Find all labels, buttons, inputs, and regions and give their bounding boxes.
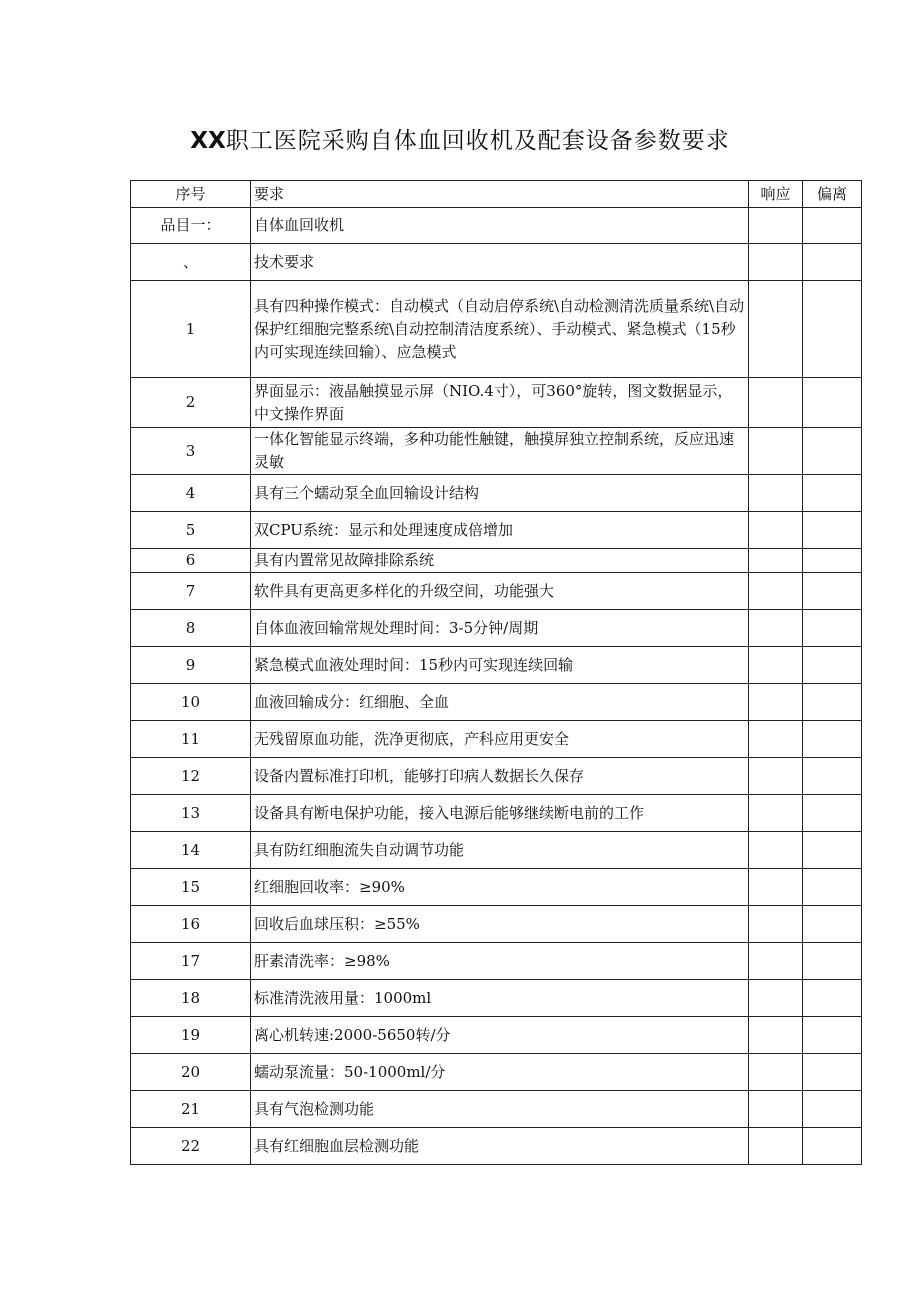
row-requirement: 蠕动泵流量：50-1000ml/分	[251, 1054, 749, 1091]
row-response-cell	[749, 758, 803, 795]
row-seq: 3	[131, 428, 251, 475]
row-seq: 13	[131, 795, 251, 832]
row-seq: 9	[131, 647, 251, 684]
row-response-cell	[749, 573, 803, 610]
row-requirement: 标准清洗液用量：1000ml	[251, 980, 749, 1017]
row-deviation-cell	[803, 512, 862, 549]
item-deviation-cell	[803, 208, 862, 244]
row-requirement: 离心机转速:2000-5650转/分	[251, 1017, 749, 1054]
table-row	[131, 378, 862, 428]
table-row	[131, 1091, 862, 1128]
row-deviation-cell	[803, 281, 862, 378]
row-requirement: 具有三个蠕动泵全血回输设计结构	[251, 475, 749, 512]
row-requirement: 血液回输成分：红细胞、全血	[251, 684, 749, 721]
table-row	[131, 943, 862, 980]
row-seq: 17	[131, 943, 251, 980]
table-row	[131, 475, 862, 512]
table-row	[131, 281, 862, 378]
row-deviation-cell	[803, 573, 862, 610]
row-requirement: 双CPU系统：显示和处理速度成倍增加	[251, 512, 749, 549]
row-response-cell	[749, 795, 803, 832]
row-deviation-cell	[803, 549, 862, 573]
row-deviation-cell	[803, 1091, 862, 1128]
row-deviation-cell	[803, 378, 862, 428]
section-row	[131, 244, 862, 281]
row-response-cell	[749, 610, 803, 647]
row-seq: 5	[131, 512, 251, 549]
spec-table	[130, 180, 862, 1165]
row-requirement: 具有气泡检测功能	[251, 1091, 749, 1128]
row-response-cell	[749, 1054, 803, 1091]
title-prefix: XX	[190, 128, 226, 154]
row-requirement: 软件具有更高更多样化的升级空间，功能强大	[251, 573, 749, 610]
row-seq: 11	[131, 721, 251, 758]
row-seq: 2	[131, 378, 251, 428]
row-requirement: 具有内置常见故障排除系统	[251, 549, 749, 573]
row-seq: 12	[131, 758, 251, 795]
table-row	[131, 573, 862, 610]
row-seq: 21	[131, 1091, 251, 1128]
row-response-cell	[749, 1091, 803, 1128]
table-row	[131, 1017, 862, 1054]
row-deviation-cell	[803, 1128, 862, 1165]
header-row	[131, 181, 862, 208]
row-deviation-cell	[803, 758, 862, 795]
table-row	[131, 721, 862, 758]
row-response-cell	[749, 378, 803, 428]
title-text: 职工医院采购自体血回收机及配套设备参数要求	[225, 128, 730, 154]
header-response: 响应	[749, 181, 803, 208]
table-row	[131, 906, 862, 943]
row-deviation-cell	[803, 1054, 862, 1091]
row-requirement: 自体血液回输常规处理时间：3-5分钟/周期	[251, 610, 749, 647]
row-response-cell	[749, 943, 803, 980]
row-requirement: 具有红细胞血层检测功能	[251, 1128, 749, 1165]
row-seq: 4	[131, 475, 251, 512]
item-seq: 品目一：	[131, 208, 251, 244]
row-seq: 6	[131, 549, 251, 573]
section-deviation-cell	[803, 244, 862, 281]
row-deviation-cell	[803, 943, 862, 980]
row-seq: 1	[131, 281, 251, 378]
table-row	[131, 684, 862, 721]
row-deviation-cell	[803, 647, 862, 684]
item-response-cell	[749, 208, 803, 244]
row-seq: 19	[131, 1017, 251, 1054]
row-response-cell	[749, 475, 803, 512]
table-row	[131, 549, 862, 573]
row-response-cell	[749, 281, 803, 378]
section-title: 技术要求	[251, 244, 749, 281]
row-response-cell	[749, 869, 803, 906]
row-requirement: 界面显示：液晶触摸显示屏（NIO.4寸），可360°旋转，图文数据显示，中文操作界面	[251, 378, 749, 428]
row-seq: 10	[131, 684, 251, 721]
table-row	[131, 869, 862, 906]
table-row	[131, 980, 862, 1017]
row-response-cell	[749, 428, 803, 475]
section-seq: 、	[131, 244, 251, 281]
row-response-cell	[749, 1017, 803, 1054]
row-deviation-cell	[803, 684, 862, 721]
row-deviation-cell	[803, 906, 862, 943]
header-seq: 序号	[131, 181, 251, 208]
row-requirement: 回收后血球压积：≥55%	[251, 906, 749, 943]
row-deviation-cell	[803, 428, 862, 475]
row-response-cell	[749, 980, 803, 1017]
table-row	[131, 795, 862, 832]
row-deviation-cell	[803, 869, 862, 906]
row-requirement: 设备内置标准打印机，能够打印病人数据长久保存	[251, 758, 749, 795]
table-row	[131, 647, 862, 684]
item-name: 自体血回收机	[251, 208, 749, 244]
row-seq: 14	[131, 832, 251, 869]
row-seq: 18	[131, 980, 251, 1017]
row-response-cell	[749, 1128, 803, 1165]
row-seq: 20	[131, 1054, 251, 1091]
row-requirement: 具有四种操作模式：自动模式（自动启停系统\自动检测清洗质量系统\自动保护红细胞完整系统\自动控制清洁度系统）、手动模式、紧急模式（15秒内可实现连续回输）、应急模式	[251, 281, 749, 378]
table-row	[131, 758, 862, 795]
row-deviation-cell	[803, 1017, 862, 1054]
row-requirement: 一体化智能显示终端，多种功能性触键，触摸屏独立控制系统，反应迅速灵敏	[251, 428, 749, 475]
row-requirement: 设备具有断电保护功能，接入电源后能够继续断电前的工作	[251, 795, 749, 832]
row-deviation-cell	[803, 980, 862, 1017]
header-deviation: 偏离	[803, 181, 862, 208]
row-seq: 7	[131, 573, 251, 610]
row-response-cell	[749, 549, 803, 573]
document-title	[0, 122, 920, 155]
row-seq: 16	[131, 906, 251, 943]
header-requirement: 要求	[251, 181, 749, 208]
row-response-cell	[749, 512, 803, 549]
row-deviation-cell	[803, 721, 862, 758]
section-response-cell	[749, 244, 803, 281]
table-row	[131, 832, 862, 869]
row-requirement: 具有防红细胞流失自动调节功能	[251, 832, 749, 869]
row-deviation-cell	[803, 475, 862, 512]
table-row	[131, 428, 862, 475]
item-row	[131, 208, 862, 244]
row-seq: 15	[131, 869, 251, 906]
table-row	[131, 1054, 862, 1091]
table-row	[131, 512, 862, 549]
row-seq: 8	[131, 610, 251, 647]
row-requirement: 肝素清洗率：≥98%	[251, 943, 749, 980]
row-seq: 22	[131, 1128, 251, 1165]
table-row	[131, 1128, 862, 1165]
row-deviation-cell	[803, 610, 862, 647]
row-response-cell	[749, 906, 803, 943]
row-response-cell	[749, 721, 803, 758]
row-deviation-cell	[803, 832, 862, 869]
row-response-cell	[749, 647, 803, 684]
row-requirement: 无残留原血功能，洗净更彻底，产科应用更安全	[251, 721, 749, 758]
row-response-cell	[749, 832, 803, 869]
row-deviation-cell	[803, 795, 862, 832]
table-row	[131, 610, 862, 647]
row-requirement: 紧急模式血液处理时间：15秒内可实现连续回输	[251, 647, 749, 684]
row-requirement: 红细胞回收率：≥90%	[251, 869, 749, 906]
row-response-cell	[749, 684, 803, 721]
